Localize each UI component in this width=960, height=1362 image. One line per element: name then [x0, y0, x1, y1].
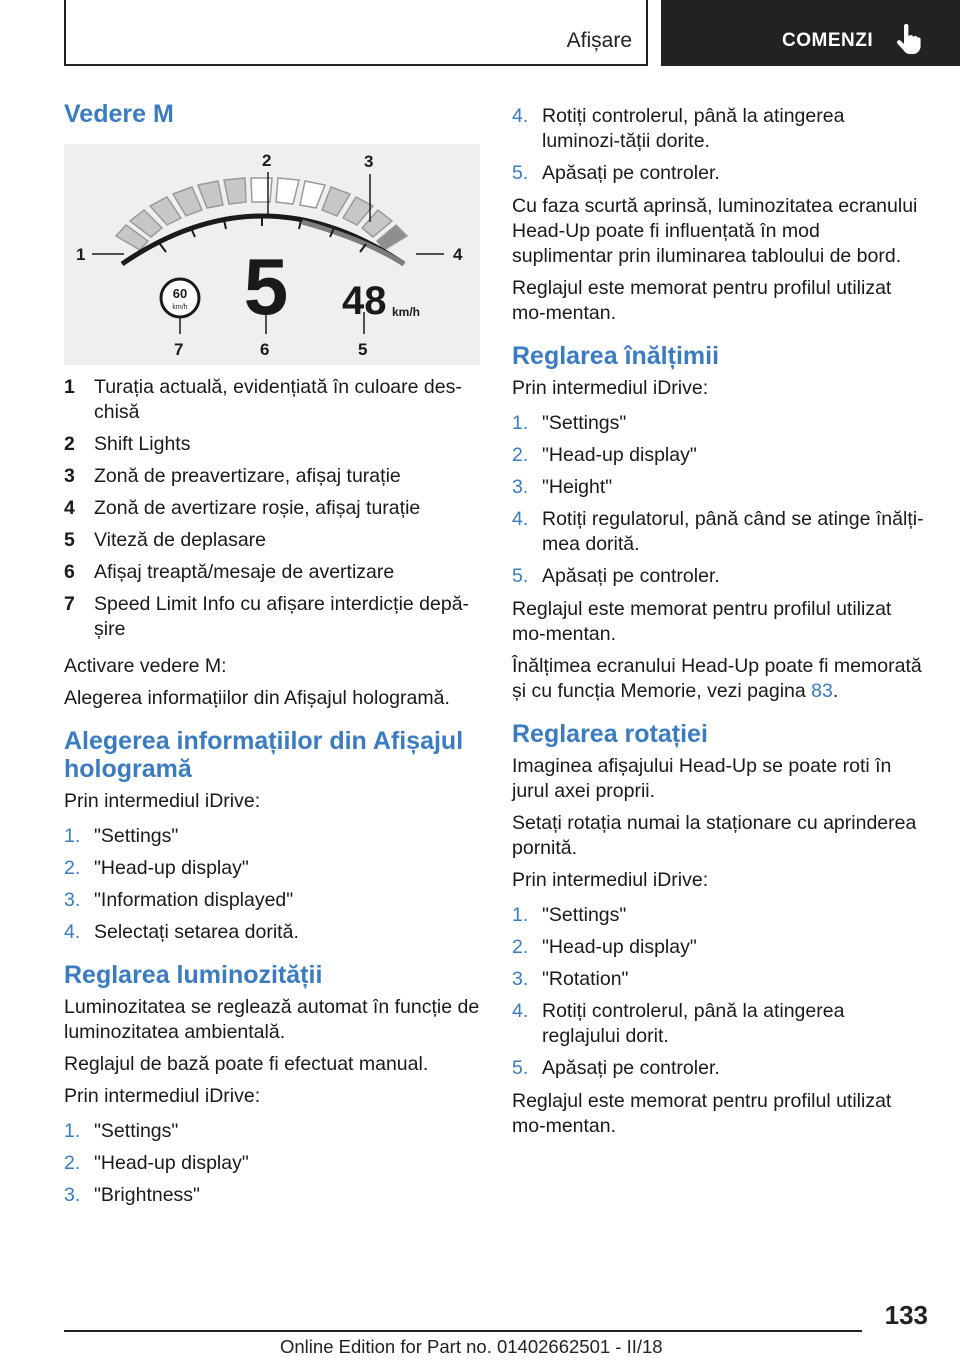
rotatie-paragraph: Imaginea afișajului Head-Up se poate roti în jurul axei proprii. — [512, 755, 892, 802]
callout-6: 6 — [260, 340, 270, 359]
legend-item: 3 Zonă de preavertizare, afișaj turație — [64, 465, 401, 487]
steps-alegerea — [64, 824, 482, 945]
footer-edition: Online Edition for Part no. 01402662501 - II/18 — [280, 1336, 663, 1357]
step-item: 4. Rotiți controlerul, până la atingerea luminozi-tății dorite. — [512, 105, 845, 152]
pointing-hand-icon — [895, 24, 921, 56]
legend-item: 5 Viteză de deplasare — [64, 529, 267, 551]
step-item: 3. "Rotation" — [512, 968, 629, 990]
hud-m-view-illustration — [64, 144, 480, 365]
via-idrive-text: Prin intermediul iDrive: — [64, 790, 261, 812]
inaltime-paragraph: Reglajul este memorat pentru profilul utilizat mo-mentan. — [512, 598, 892, 645]
rotatie-paragraph: Reglajul este memorat pentru profilul utilizat mo-mentan. — [512, 1090, 892, 1137]
step-item: 4. Rotiți regulatorul, până când se atinge înălți-mea dorită. — [512, 508, 924, 555]
speed-limit-unit: km/h — [172, 304, 188, 311]
speed-unit: km/h — [392, 305, 421, 319]
current-speed: 48 — [342, 279, 387, 323]
gear-indicator: 5 — [243, 242, 289, 331]
callout-5: 5 — [358, 340, 368, 359]
header-section-box — [64, 0, 648, 66]
header-chapter-box — [661, 0, 960, 66]
step-item: 2. "Head-up display" — [512, 936, 697, 958]
step-item: 3. "Brightness" — [64, 1184, 200, 1206]
callout-7: 7 — [174, 340, 184, 359]
header-section-title: Afișare — [566, 29, 632, 52]
step-item: 1. "Settings" — [64, 1120, 179, 1142]
step-item: 5. Apăsați pe controler. — [512, 565, 720, 587]
heading-inaltime: Reglarea înălțimii — [512, 342, 720, 370]
callout-4: 4 — [453, 245, 463, 264]
step-item: 3. "Information displayed" — [64, 889, 294, 911]
steps-luminozitate — [64, 1119, 482, 1208]
heading-luminozitate: Reglarea luminozității — [64, 961, 323, 989]
callout-1: 1 — [76, 245, 86, 264]
left-column — [64, 100, 482, 1216]
step-item: 3. "Height" — [512, 476, 613, 498]
step-item: 5. Apăsați pe controler. — [512, 162, 720, 184]
speed-limit-sign — [161, 279, 199, 317]
step-item: 2. "Head-up display" — [64, 857, 249, 879]
header-chapter-title: COMENZI — [782, 30, 874, 51]
lum-paragraph: Luminozitatea se reglează automat în funcție de luminozitatea ambientală. — [64, 996, 480, 1043]
heading-alegerea: Alegerea informațiilor din Afișajul hologramă — [64, 727, 464, 783]
via-idrive-text: Prin intermediul iDrive: — [512, 869, 709, 891]
rotatie-paragraph: Setați rotația numai la staționare cu aprinderea pornită. — [512, 812, 917, 859]
step-item: 1. "Settings" — [64, 825, 179, 847]
legend-item: 7 Speed Limit Info cu afișare interdicție depă-șire — [64, 593, 470, 640]
legend-item: 1 Turația actuală, evidențiată în culoare des-chisă — [64, 376, 462, 423]
via-idrive-text: Prin intermediul iDrive: — [64, 1085, 261, 1107]
page-reference-link[interactable]: 83 — [811, 680, 833, 702]
step-item: 4. Selectați setarea dorită. — [64, 921, 299, 943]
legend-item: 2 Shift Lights — [64, 433, 191, 455]
step-item: 4. Rotiți controlerul, până la atingerea reglajului dorit. — [512, 1000, 845, 1047]
footer-divider — [64, 1330, 862, 1332]
figure-legend — [64, 375, 482, 642]
callout-3: 3 — [364, 152, 374, 171]
activation-text: Alegerea informațiilor din Afișajul hologramă. — [64, 687, 450, 709]
steps-rotatie — [512, 903, 926, 1081]
right-column — [512, 100, 926, 1146]
heading-rotatie: Reglarea rotației — [512, 720, 708, 748]
heading-vedere-m: Vedere M — [64, 100, 174, 128]
legend-item: 6 Afișaj treaptă/mesaje de avertizare — [64, 561, 395, 583]
step-item: 1. "Settings" — [512, 904, 627, 926]
page-number: 133 — [884, 1300, 928, 1330]
activation-text: Activare vedere M: — [64, 655, 227, 677]
speed-limit-value: 60 — [172, 286, 188, 301]
hud-m-view-figure — [64, 144, 480, 365]
step-item: 2. "Head-up display" — [512, 444, 697, 466]
steps-inaltime — [512, 411, 926, 589]
inaltime-paragraph: Înălțimea ecranului Head-Up poate fi memorată și cu funcția Memorie, vezi pagina 83. — [512, 655, 922, 702]
step-item: 1. "Settings" — [512, 412, 627, 434]
step-item: 5. Apăsați pe controler. — [512, 1057, 720, 1079]
steps-luminozitate-cont — [512, 104, 926, 186]
lum-paragraph: Cu faza scurtă aprinsă, luminozitatea ecranului Head-Up poate fi influențată în mod suplimentar prin iluminarea tabloului de bord. — [512, 195, 918, 267]
via-idrive-text: Prin intermediul iDrive: — [512, 377, 709, 399]
callout-2: 2 — [262, 151, 272, 170]
lum-paragraph: Reglajul de bază poate fi efectuat manual. — [64, 1053, 429, 1075]
lum-paragraph: Reglajul este memorat pentru profilul utilizat mo-mentan. — [512, 277, 892, 324]
legend-item: 4 Zonă de avertizare roșie, afișaj turație — [64, 497, 421, 519]
step-item: 2. "Head-up display" — [64, 1152, 249, 1174]
